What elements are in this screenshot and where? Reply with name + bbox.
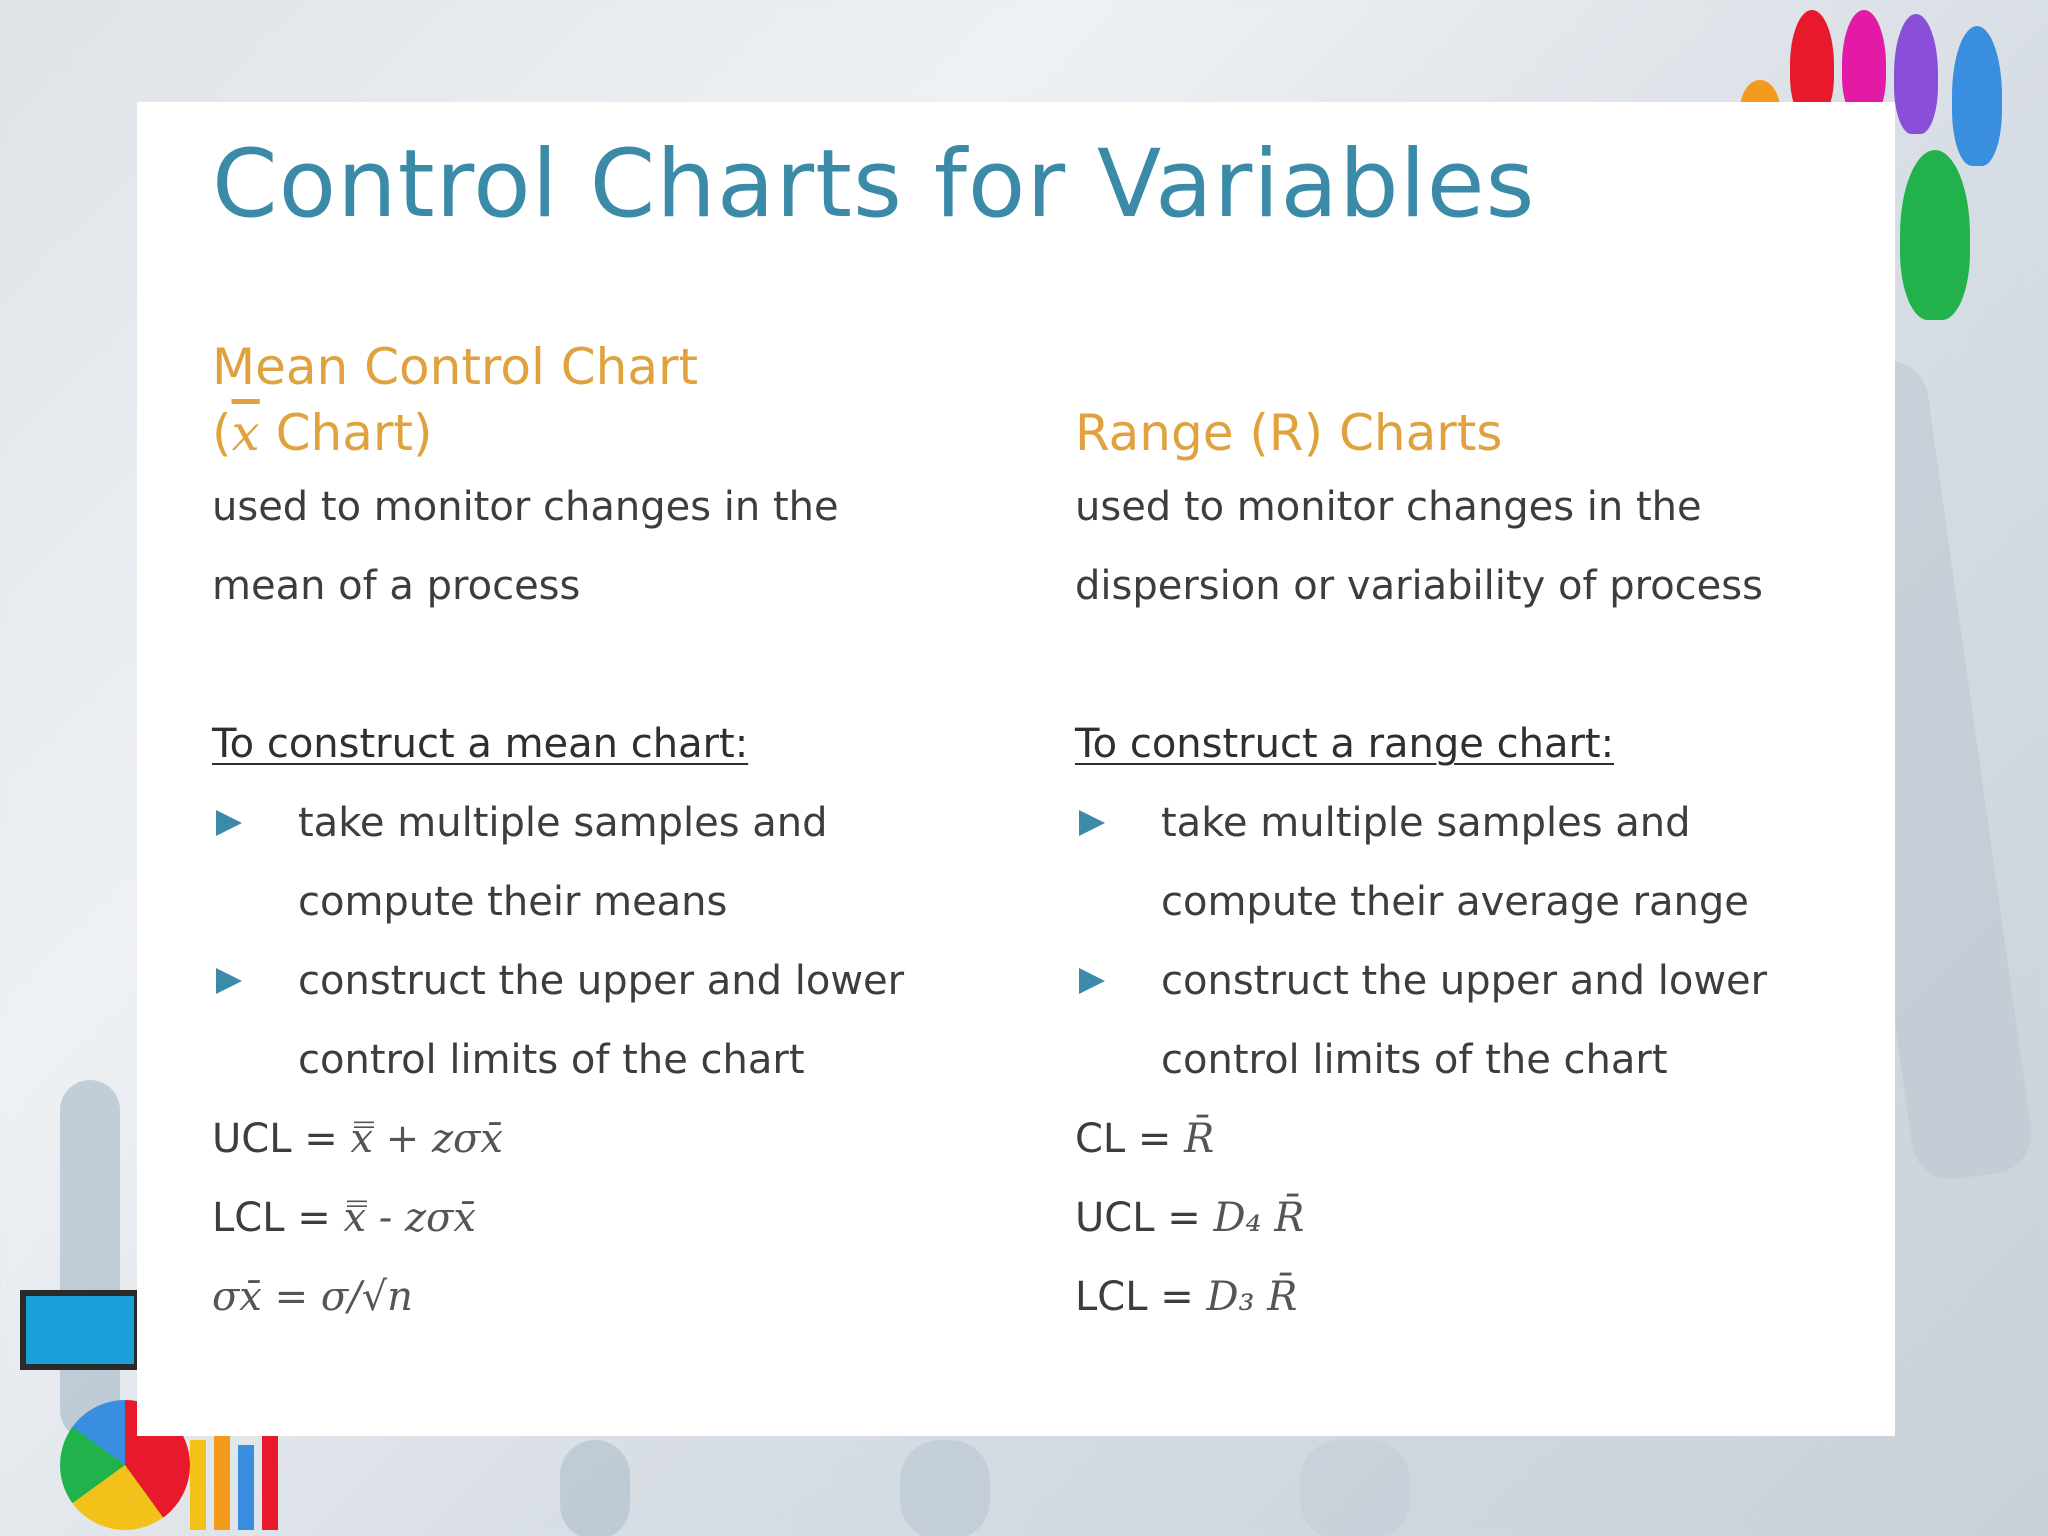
formula-label: LCL = [1075, 1274, 1194, 1320]
people-figure [1952, 26, 2002, 166]
range-chart-heading-text: Range (R) Charts [1075, 404, 1503, 462]
bullet-line: take multiple samples and [1161, 800, 1691, 846]
triangle-bullet-icon [216, 810, 242, 836]
formula-rhs: = σ/√n [274, 1274, 413, 1320]
bg-stripe [560, 1440, 630, 1536]
lcl-formula [1075, 1258, 1895, 1337]
description-line: used to monitor changes in the [212, 484, 839, 530]
mean-chart-heading-line2 [212, 400, 1032, 466]
mean-bullet-list [212, 784, 1032, 1100]
formula-lhs: σx̄ [212, 1274, 262, 1320]
bullet-line: compute their means [298, 879, 728, 925]
mean-chart-description [212, 468, 1032, 626]
bar-graphic [238, 1445, 254, 1530]
formula-label: UCL = [1075, 1195, 1201, 1241]
bullet-item [212, 784, 1032, 942]
triangle-bullet-icon [1079, 968, 1105, 994]
bullet-line: control limits of the chart [298, 1037, 805, 1083]
heading-chart-word: Chart) [259, 404, 433, 462]
formula-expression: R̄ [1184, 1116, 1215, 1162]
bg-stripe [900, 1440, 990, 1536]
range-bullet-list [1075, 784, 1895, 1100]
formula-label: UCL = [212, 1116, 338, 1162]
bullet-line: construct the upper and lower [1161, 958, 1768, 1004]
range-chart-description [1075, 468, 1895, 626]
formula-expression: D₃ R̄ [1206, 1274, 1298, 1320]
people-figure [1900, 150, 1970, 320]
screen-graphic [20, 1290, 140, 1370]
description-line: dispersion or variability of process [1075, 563, 1763, 609]
formula-expression: x̿ - zσx̄ [343, 1195, 476, 1241]
sigma-formula [212, 1258, 1032, 1337]
ucl-formula [1075, 1179, 1895, 1258]
formula-label: LCL = [212, 1195, 331, 1241]
bar-graphic [190, 1440, 206, 1530]
cl-formula [1075, 1100, 1895, 1179]
mean-chart-heading-line1: Mean Control Chart [212, 338, 699, 396]
range-chart-heading [1075, 334, 1895, 466]
ucl-formula [212, 1100, 1032, 1179]
bullet-line: control limits of the chart [1161, 1037, 1668, 1083]
triangle-bullet-icon [216, 968, 242, 994]
range-construct-label: To construct a range chart: [1075, 721, 1615, 767]
mean-chart-heading [212, 334, 1032, 466]
bullet-line: construct the upper and lower [298, 958, 905, 1004]
heading-open-paren: ( [212, 404, 232, 462]
bullet-line: compute their average range [1161, 879, 1749, 925]
mean-chart-column [212, 334, 1032, 1337]
slide [137, 102, 1895, 1436]
bg-stripe [1300, 1440, 1410, 1536]
bullet-line: take multiple samples and [298, 800, 828, 846]
slide-title: Control Charts for Variables [212, 130, 1536, 239]
formula-expression: D₄ R̄ [1213, 1195, 1305, 1241]
description-line: used to monitor changes in the [1075, 484, 1702, 530]
lcl-formula [212, 1179, 1032, 1258]
mean-construct-label: To construct a mean chart: [212, 721, 749, 767]
bullet-item [1075, 784, 1895, 942]
x-bar-symbol: $\overline{x}$ [231, 404, 260, 462]
formula-label: CL = [1075, 1116, 1172, 1162]
range-chart-column [1075, 334, 1895, 1337]
description-line: mean of a process [212, 563, 581, 609]
formula-expression: x̿ + zσx̄ [350, 1116, 503, 1162]
bar-graphic [262, 1430, 278, 1530]
bar-graphic [214, 1420, 230, 1530]
bullet-item [212, 942, 1032, 1100]
bullet-item [1075, 942, 1895, 1100]
people-figure [1894, 14, 1938, 134]
triangle-bullet-icon [1079, 810, 1105, 836]
